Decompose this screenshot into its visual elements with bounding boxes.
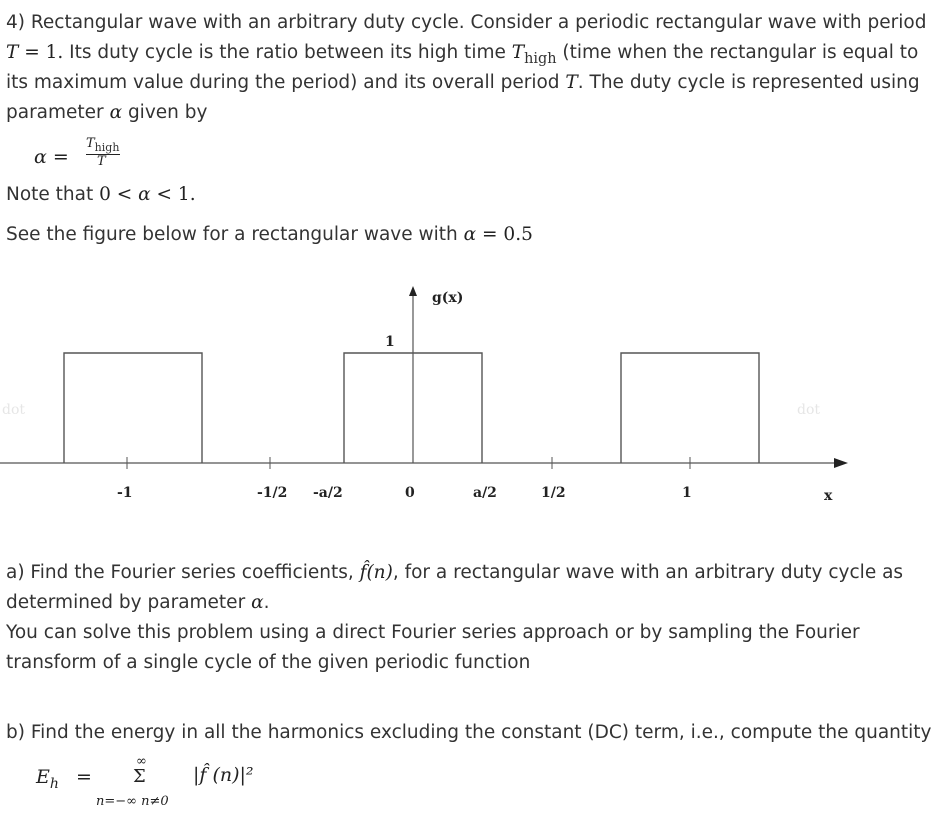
- summation-sign: Σ: [133, 766, 146, 787]
- numerator-subscript: high: [94, 140, 120, 154]
- intro-text: Its duty cycle is the ratio between its high time: [63, 42, 512, 63]
- tick-label: a/2: [473, 485, 497, 501]
- watermark: dot: [2, 402, 26, 418]
- part-a-text: .: [263, 592, 270, 613]
- energy-E: E: [36, 766, 50, 788]
- period-value: = 1.: [18, 42, 64, 63]
- alpha-value: = 0.5: [476, 224, 533, 245]
- pulse-right: [621, 353, 759, 463]
- peak-label: 1: [385, 334, 395, 350]
- see-text: See the figure below for a rectangular wave with: [6, 224, 464, 245]
- period-symbol: T: [565, 72, 578, 93]
- part-a-text: determined by parameter: [6, 592, 252, 613]
- alpha-denominator: T: [97, 154, 106, 169]
- tick-label: 0: [405, 485, 415, 501]
- numerator-symbol: T: [86, 136, 95, 151]
- alpha-symbol: α: [109, 102, 123, 123]
- intro-text: . The duty cycle is represented using: [577, 72, 920, 93]
- watermark: dot: [797, 402, 821, 418]
- part-a-text: transform of a single cycle of the given periodic function: [6, 652, 531, 673]
- intro-text: (time when the rectangular is equal to: [556, 42, 919, 63]
- intro-text: its maximum value during the period) and its overall period: [6, 72, 566, 93]
- part-a-text: You can solve this problem using a direct Fourier series approach or by sampling the Fourier: [6, 622, 860, 643]
- energy-subscript: h: [49, 775, 59, 792]
- sum-lower-limit: n=−∞ n≠0: [96, 794, 169, 809]
- thigh-symbol: T: [511, 42, 525, 63]
- tick-label: -1/2: [257, 485, 288, 501]
- alpha-lhs: α =: [34, 146, 69, 168]
- x-axis-label: x: [824, 488, 833, 504]
- fhat-arg: (n): [366, 562, 393, 583]
- part-b-line-1: [6, 720, 932, 746]
- alpha-symbol: α: [251, 592, 264, 613]
- fhat-symbol: f̂: [359, 562, 367, 583]
- period-symbol: T: [6, 42, 19, 63]
- part-a-text: a) Find the Fourier series coefficients,: [6, 562, 360, 583]
- energy-symbol: [36, 766, 59, 792]
- x-axis-arrow: [834, 458, 848, 468]
- equals-sign: =: [76, 766, 92, 788]
- intro-text: parameter: [6, 102, 110, 123]
- alpha-symbol: α: [463, 224, 477, 245]
- pulse-left: [64, 353, 202, 463]
- energy-formula: [36, 752, 316, 816]
- part-a-line-4: [6, 650, 530, 676]
- thigh-subscript: high: [524, 51, 557, 68]
- y-axis-arrow: [409, 286, 417, 296]
- sum-upper-limit: ∞: [136, 754, 147, 769]
- intro-text: given by: [122, 102, 208, 123]
- note-math: 0 <: [99, 184, 139, 205]
- part-a-line-3: [6, 620, 860, 646]
- tick-label: -a/2: [313, 485, 343, 501]
- alpha-symbol: α: [138, 184, 151, 205]
- part-b-text: b) Find the energy in all the harmonics excluding the constant (DC) term, i.e., compute the quantity: [6, 722, 932, 743]
- summand: |f̂ (n)|²: [193, 764, 254, 786]
- tick-label: 1: [682, 485, 692, 501]
- tick-label: -1: [117, 485, 133, 501]
- part-a-line-2: [6, 590, 269, 616]
- y-axis-label: g(x): [432, 290, 464, 306]
- tick-label: 1/2: [541, 485, 566, 501]
- part-a-text: , for a rectangular wave with an arbitrary duty cycle as: [392, 562, 904, 583]
- intro-text: 4) Rectangular wave with an arbitrary duty cycle. Consider a periodic rectangular wave with period: [6, 12, 927, 33]
- note-text: Note that: [6, 184, 100, 205]
- note-math: < 1.: [150, 184, 196, 205]
- part-a-line-1: [6, 560, 903, 586]
